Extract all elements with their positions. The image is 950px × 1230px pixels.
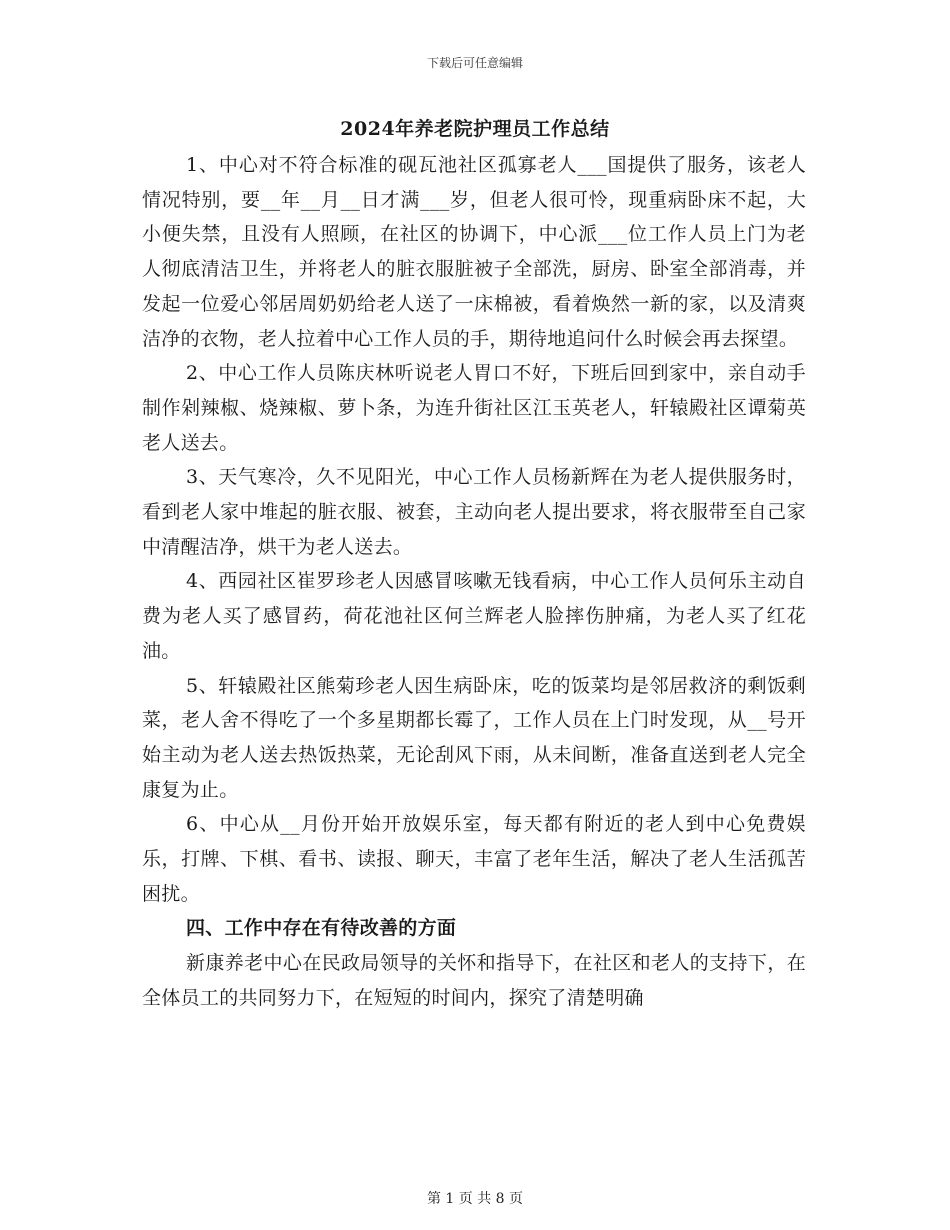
paragraph-6: 6、中心从__月份开始开放娱乐室，每天都有附近的老人到中心免费娱乐，打牌、下棋、看书、读报、聊天，丰富了老年生活，解决了老人生活孤苦困扰。: [142, 813, 806, 905]
closing-paragraph: 新康养老中心在民政局领导的关怀和指导下，在社区和老人的支持下，在全体员工的共同努力下，在短短的时间内，探究了清楚明确: [142, 952, 806, 1009]
paragraph-5: 5、轩辕殿社区熊菊珍老人因生病卧床，吃的饭菜均是邻居救济的剩饭剩菜，老人舍不得吃了一个多星期都长霉了，工作人员在上门时发现，从__号开始主动为老人送去热饭热菜，无论刮风下雨，从未间断，准备直送到老人完全康复为止。: [142, 674, 806, 801]
document-title: 2024年养老院护理员工作总结: [340, 118, 610, 140]
paragraph-4: 4、西园社区崔罗珍老人因感冒咳嗽无钱看病，中心工作人员何乐主动自费为老人买了感冒药，荷花池社区何兰辉老人脸摔伤肿痛，为老人买了红花油。: [142, 570, 806, 662]
paragraph-1: 1、中心对不符合标准的砚瓦池社区孤寡老人___国提供了服务，该老人情况特别，要__年__月__日才满___岁，但老人很可怜，现重病卧床不起，大小便失禁，且没有人照顾，在社区的协调下，中心派___位工作人员上门为老人彻底清洁卫生，并将老人的脏衣服脏被子全部洗，厨房、卧室全部消毒，并发起一位爱心邻居周奶奶给老人送了一床棉被，看着焕然一新的家，以及清爽洁净的衣物，老人拉着中心工作人员的手，期待地追问什么时候会再去探望。: [142, 154, 806, 350]
document-body: [142, 148, 806, 1016]
page-footer: 第 1 页 共 8 页: [426, 1191, 524, 1207]
header-note: 下载后可任意编辑: [426, 56, 523, 70]
paragraph-2: 2、中心工作人员陈庆林听说老人胃口不好，下班后回到家中，亲自动手制作剁辣椒、烧辣椒、萝卜条，为连升街社区江玉英老人，轩辕殿社区谭菊英老人送去。: [142, 362, 806, 454]
paragraph-3: 3、天气寒冷，久不见阳光，中心工作人员杨新辉在为老人提供服务时，看到老人家中堆起的脏衣服、被套，主动向老人提出要求，将衣服带至自己家中清醒洁净，烘干为老人送去。: [142, 466, 806, 558]
section-heading: 四、工作中存在有待改善的方面: [186, 917, 457, 940]
